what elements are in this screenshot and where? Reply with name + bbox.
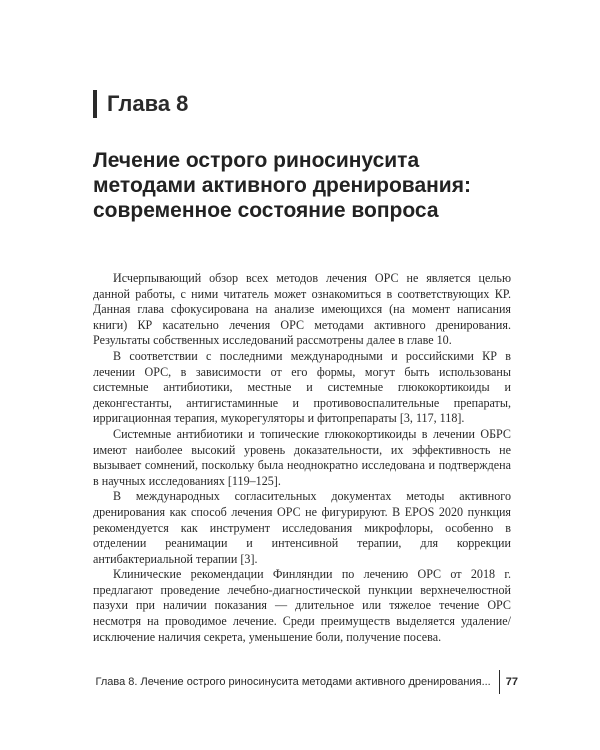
paragraph: Системные антибиотики и топические глюкокортикоиды в лечении ОБРС имеют наиболее высокий уровень доказательности, их эффективность не вызывает сомнений, поскольку была неоднократно исследована и подтверждена в научных исследованиях [119–125]. — [93, 426, 511, 488]
chapter-label: Глава 8 — [93, 90, 188, 118]
paragraph: В соответствии с последними международными и российскими КР в лечении ОРС, в зависимости от его формы, могут быть использованы системные антибиотики, местные и системные глюкокортикоиды и деконгестанты, антигистаминные и противовоспалительные препараты, ирригационная терапия, мукорегуляторы и фитопрепараты [3, 117, 118]. — [93, 348, 511, 426]
body-text — [93, 271, 511, 645]
paragraph: Клинические рекомендации Финляндии по лечению ОРС от 2018 г. предлагают проведение лечебно-диагностической пункции верхнечелюстной пазухи при наличии показания — длительное или тяжелое течение ОРС несмотря на проводимое лечение. Среди преимуществ выделяется удаление/исключение наличия секрета, уменьшение боли, получение посева. — [93, 567, 511, 644]
chapter-title: Лечение острого риносинусита методами активного дренирования: современное состояние вопроса — [93, 149, 471, 222]
paragraph: Исчерпывающий обзор всех методов лечения ОРС не является целью данной работы, с ними читатель может ознакомиться в соответствующих КР. Данная глава сфокусирована на анализе имеющихся (на момент написания книги) КР касательно лечения ОРС методами активного дренирования. Результаты собственных исследований рассмотрены далее в главе 10. — [93, 271, 511, 348]
paragraph: В международных согласительных документах методы активного дренирования как способ лечения ОРС не фигурируют. В EPOS 2020 пункция рекомендуется как инструмент исследования микрофлоры, особенно в отделении реанимации и интенсивной терапии, для коррекции антибактериальной терапии [3]. — [93, 489, 511, 566]
page-number: 77 — [505, 676, 518, 688]
footer-divider — [499, 670, 500, 694]
running-title: Глава 8. Лечение острого риносинусита методами активного дренирования... — [95, 676, 491, 688]
page-footer — [93, 670, 518, 694]
